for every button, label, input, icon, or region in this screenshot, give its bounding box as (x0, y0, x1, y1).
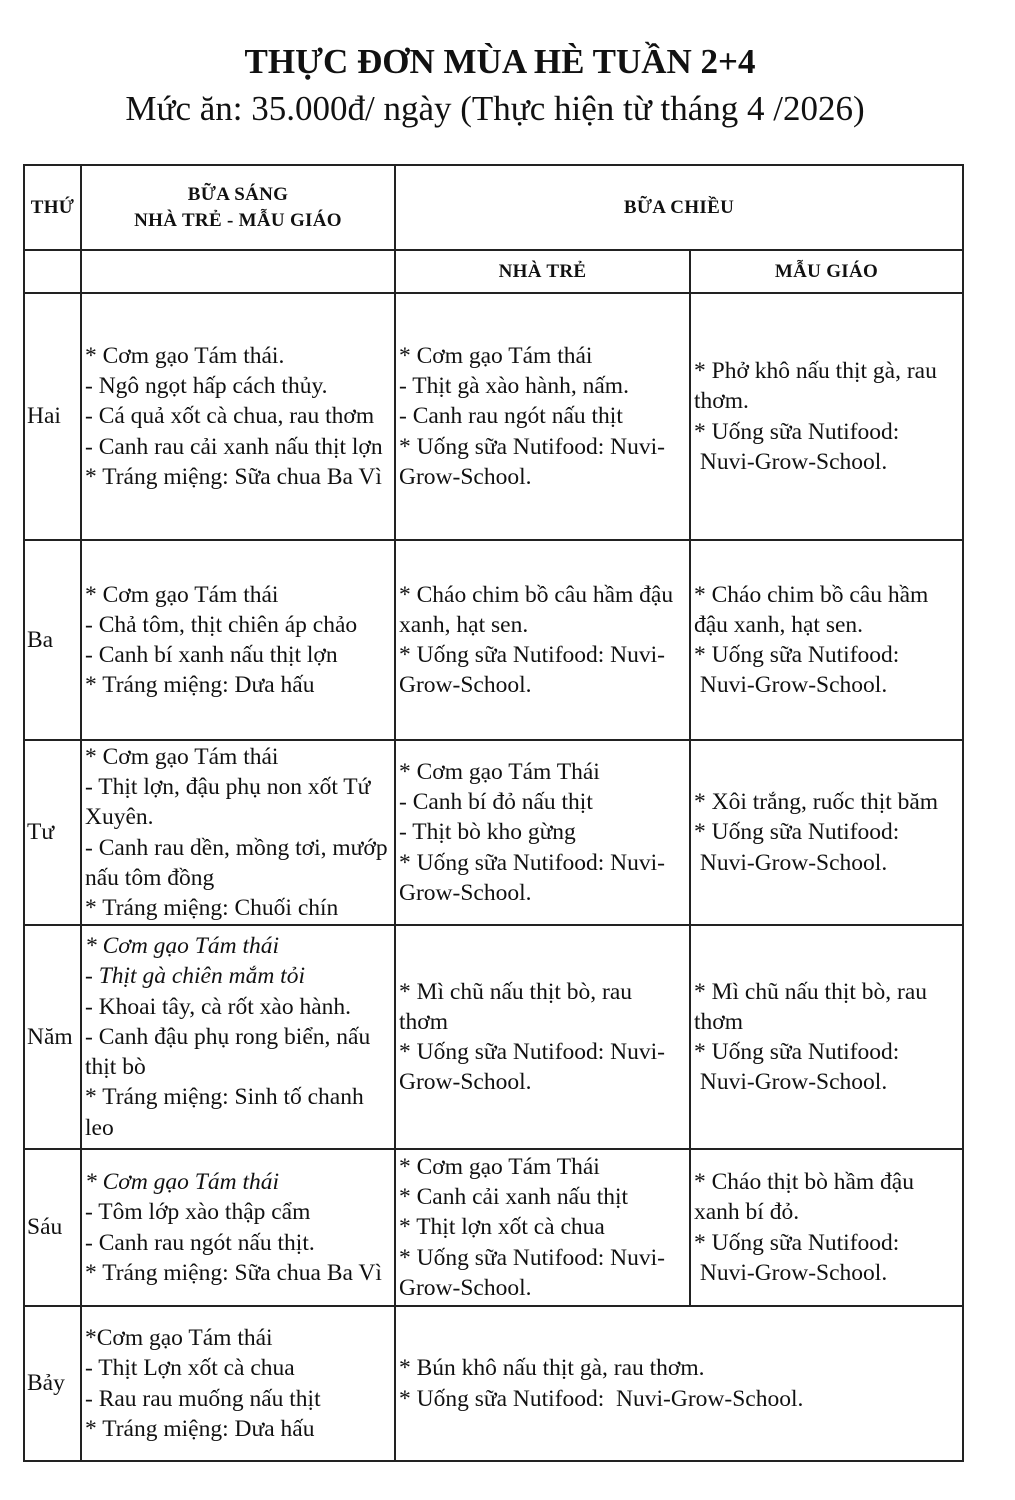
empty-cell (81, 250, 395, 293)
breakfast-cell (81, 925, 395, 1149)
kindergarten-cell (690, 925, 963, 1149)
table-row (24, 540, 963, 740)
page-title: THỰC ĐƠN MÙA HÈ TUẦN 2+4 (244, 42, 756, 81)
kindergarten-cell (690, 1149, 963, 1306)
day-cell: Sáu (24, 1149, 81, 1306)
menu-line: - Canh bí xanh nấu thịt lợn (85, 642, 338, 668)
menu-line: * Mì chũ nấu thịt bò, rau thơm (399, 978, 638, 1035)
kindergarten-cell (690, 540, 963, 740)
menu-line: * Uống sữa Nutifood: (694, 819, 900, 846)
menu-line: * Cháo chim bồ câu hầm đậu xanh, hạt sen. (399, 581, 679, 638)
menu-line: * Tráng miệng: Dưa hấu (85, 1415, 315, 1442)
menu-line: *Cơm gạo Tám thái (85, 1325, 273, 1352)
day-cell: Tư (24, 740, 81, 925)
menu-line: Nuvi-Grow-School. (694, 849, 888, 876)
menu-line: * Uống sữa Nutifood: (694, 1039, 900, 1065)
breakfast-cell (81, 293, 395, 540)
table-row (24, 293, 963, 540)
col-afternoon-header: BỮA CHIỀU (395, 165, 963, 250)
menu-line: * Cơm gạo Tám thái (399, 342, 593, 369)
menu-line: * Xôi trắng, ruốc thịt băm (694, 789, 939, 816)
menu-line: * Canh cải xanh nấu thịt (399, 1184, 629, 1211)
col-kindergarten-header: MẪU GIÁO (690, 250, 963, 293)
kindergarten-cell (690, 740, 963, 925)
menu-line: * Cơm gạo Tám thái. (85, 342, 285, 369)
day-cell: Hai (24, 293, 81, 540)
menu-line: * Cháo chim bồ câu hầm đậu xanh, hạt sen. (694, 581, 935, 638)
menu-line: * Phở khô nấu thịt gà, rau thơm. (694, 358, 943, 415)
table-row (24, 925, 963, 1149)
menu-line: - Khoai tây, cà rốt xào hành. (85, 993, 352, 1020)
menu-line: * Tráng miệng: Dưa hấu (85, 672, 315, 699)
day-cell: Năm (24, 925, 81, 1149)
table-row (24, 1306, 963, 1461)
menu-line: - Canh rau dền, mồng tơi, mướp nấu tôm đồng (85, 834, 394, 891)
menu-line: - Thịt gà chiên mắm tỏi (85, 963, 305, 990)
menu-line: * Mì chũ nấu thịt bò, rau thơm (694, 978, 933, 1035)
menu-line: * Uống sữa Nutifood: (694, 418, 900, 445)
nursery-cell (395, 740, 690, 925)
afternoon-cell (395, 1306, 963, 1461)
menu-line: - Thịt Lợn xốt cà chua (85, 1355, 295, 1382)
menu-line: * Cháo thịt bò hầm đậu xanh bí đỏ. (694, 1169, 920, 1226)
menu-line: * Uống sữa Nutifood: (694, 1229, 900, 1256)
menu-line: * Tráng miệng: Sữa chua Ba Vì (85, 463, 382, 490)
menu-line: - Chả tôm, thịt chiên áp chảo (85, 611, 358, 638)
menu-line: * Uống sữa Nutifood: Nuvi-Grow-School. (399, 1385, 804, 1412)
menu-line: Nuvi-Grow-School. (694, 672, 888, 699)
nursery-cell (395, 293, 690, 540)
menu-line: * Cơm gạo Tám thái (85, 581, 279, 608)
breakfast-cell (81, 740, 395, 925)
menu-line: Nuvi-Grow-School. (694, 1069, 888, 1096)
col-nursery-header: NHÀ TRẺ (395, 250, 690, 293)
table-row (24, 740, 963, 925)
menu-line: * Uống sữa Nutifood: Nuvi-Grow-School. (399, 433, 665, 490)
menu-line: * Uống sữa Nutifood: Nuvi-Grow-School. (399, 849, 665, 906)
breakfast-header-line2: NHÀ TRẺ - MẪU GIÁO (134, 209, 342, 231)
breakfast-cell (81, 1306, 395, 1461)
breakfast-cell (81, 1149, 395, 1306)
menu-line: - Canh bí đỏ nấu thịt (399, 789, 593, 816)
subheader-row (24, 250, 963, 293)
menu-line: - Tôm lớp xào thập cẩm (85, 1199, 311, 1226)
menu-line: * Tráng miệng: Sữa chua Ba Vì (85, 1259, 382, 1286)
day-cell: Bảy (24, 1306, 81, 1461)
kindergarten-cell (690, 293, 963, 540)
day-cell: Ba (24, 540, 81, 740)
empty-cell (24, 250, 81, 293)
menu-line: - Thịt bò kho gừng (399, 819, 576, 846)
menu-line: - Rau rau muống nấu thịt (85, 1385, 321, 1412)
col-day-header: THỨ (24, 165, 81, 250)
menu-line: * Uống sữa Nutifood: Nuvi-Grow-School. (399, 1039, 665, 1096)
menu-line: Nuvi-Grow-School. (694, 448, 888, 475)
menu-line: - Canh rau cải xanh nấu thịt lợn (85, 433, 383, 460)
menu-table (23, 164, 964, 1462)
menu-line: - Canh rau ngót nấu thịt. (85, 1229, 315, 1256)
breakfast-cell (81, 540, 395, 740)
menu-line: - Ngô ngọt hấp cách thủy. (85, 373, 328, 400)
nursery-cell (395, 925, 690, 1149)
menu-line: - Cá quả xốt cà chua, rau thơm (85, 403, 375, 430)
menu-line: - Thịt gà xào hành, nấm. (399, 373, 629, 400)
col-breakfast-header (81, 165, 395, 250)
menu-line: * Tráng miệng: Chuối chín (85, 894, 339, 921)
menu-line: - Thịt lợn, đậu phụ non xốt Tứ Xuyên. (85, 774, 377, 831)
menu-line: * Uống sữa Nutifood: Nuvi-Grow-School. (399, 642, 665, 699)
menu-line: * Cơm gạo Tám thái (85, 743, 279, 770)
menu-line: * Tráng miệng: Sinh tố chanh leo (85, 1084, 370, 1141)
menu-line: * Bún khô nấu thịt gà, rau thơm. (399, 1355, 705, 1382)
page-subtitle: Mức ăn: 35.000đ/ ngày (Thực hiện từ tháng 4 /2026) (125, 89, 865, 128)
nursery-cell (395, 1149, 690, 1306)
menu-line: * Cơm gạo Tám thái (85, 1169, 280, 1196)
table-row (24, 1149, 963, 1306)
nursery-cell (395, 540, 690, 740)
menu-line: * Thịt lợn xốt cà chua (399, 1214, 605, 1241)
menu-line: * Cơm gạo Tám Thái (399, 1153, 600, 1180)
header-row (24, 165, 963, 250)
menu-line: Nuvi-Grow-School. (694, 1259, 888, 1286)
menu-line: - Canh đậu phụ rong biển, nấu thịt bò (85, 1023, 377, 1081)
menu-line: - Canh rau ngót nấu thịt (399, 403, 623, 430)
menu-line: * Uống sữa Nutifood: (694, 642, 900, 668)
breakfast-header-line1: BỮA SÁNG (187, 183, 289, 205)
menu-line: * Uống sữa Nutifood: Nuvi-Grow-School. (399, 1244, 665, 1301)
menu-line: * Cơm gạo Tám Thái (399, 758, 600, 785)
menu-line: * Cơm gạo Tám thái (85, 933, 280, 960)
